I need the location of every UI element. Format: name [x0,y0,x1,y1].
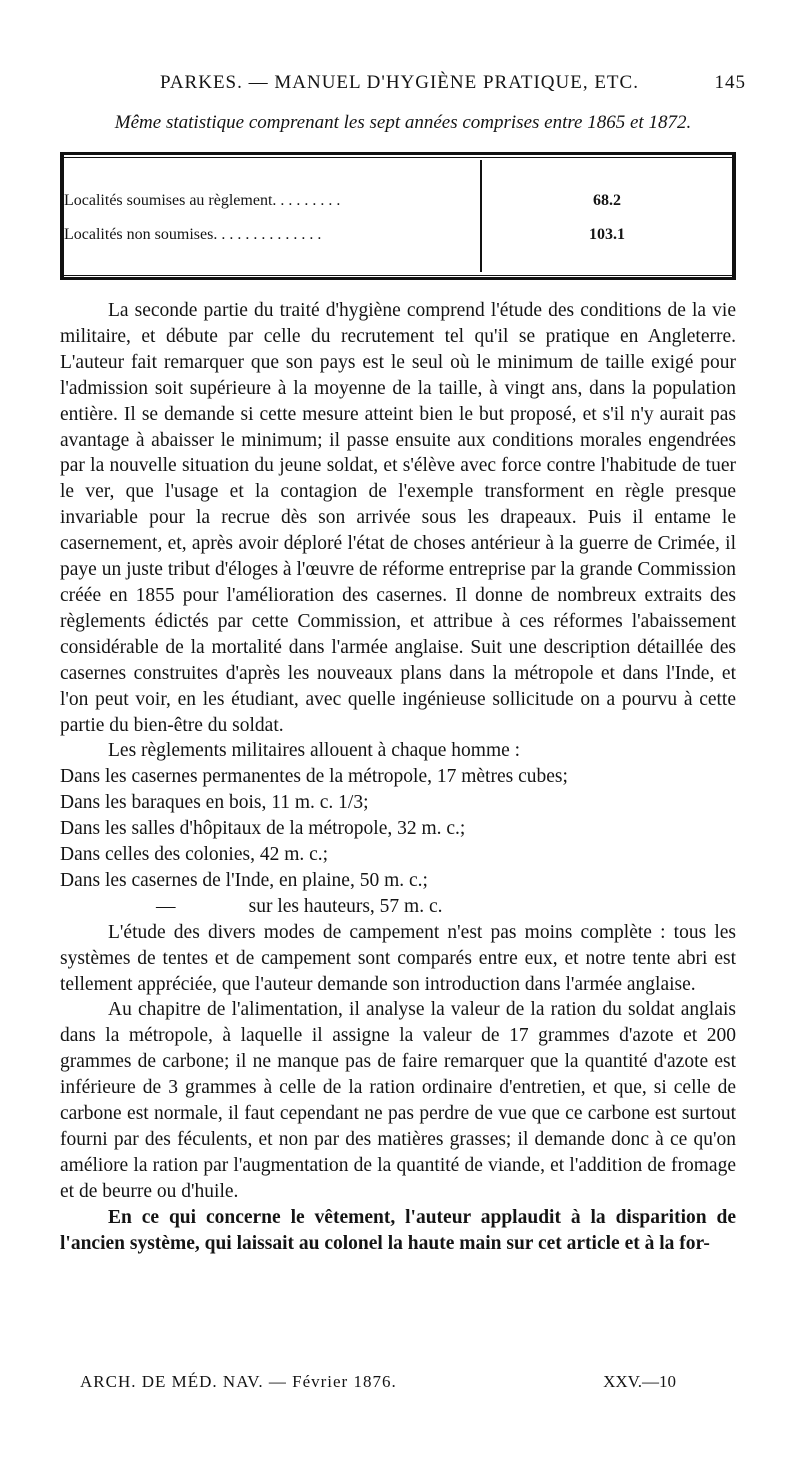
paragraph-recrutement: La seconde partie du traité d'hygiène comprend l'étude des conditions de la vie militaire, et débute par celle du recrutement tel qu'il se pratique en Angleterre. L'auteur fait remarquer que son pays est le seul où le minimum de taille exigé pour l'admission soit supérieure à la moyenne de la taille, à vingt ans, dans la population entière. Il se demande si cette mesure atteint bien le but proposé, et s'il n'y aurait pas avantage à abaisser le minimum; il passe ensuite aux conditions morales engendrées par la nouvelle situation du jeune soldat, et s'élève avec force contre l'habitude de tuer le ver, que l'usage et la contagion de l'exemple transforment en règle presque invariable pour la recrue dès son arrivée sous les drapeaux. Puis il entame le casernement, et, après avoir déploré l'état de choses antérieur à la guerre de Crimée, il paye un juste tribut d'éloges à l'œuvre de réforme entreprise par la grande Commission créée en 1855 pour l'amélioration des casernes. Il donne de nombreux extraits des règlements édictés par cette Commission, et attribue à ces réformes l'abaissement considérable de la mortalité dans l'armée anglaise. Suit une description détaillée des casernes construites d'après les nouveaux plans dans la métropole et dans l'Inde, et l'on peut voir, en les étudiant, avec quelle ingénieuse sollicitude on a pourvu à cette partie du bien-être du soldat. [60,300,736,736]
allocation-item: Dans les casernes permanentes de la métropole, 17 mètres cubes; [60,766,568,788]
row-label: Localités non soumises. . . . . . . . . . . . . . [64,226,322,243]
volume-signature: XXV.—10 [603,1372,676,1391]
allocation-item: Dans celles des colonies, 42 m. c.; [60,844,329,866]
body-text [60,298,736,1257]
allocation-item: Dans les salles d'hôpitaux de la métropole, 32 m. c.; [60,818,466,840]
row-value: 103.1 [589,226,625,243]
running-title: PARKES. — MANUEL D'HYGIÈNE PRATIQUE, ETC. [160,72,639,93]
table-rule [64,275,732,276]
row-value: 68.2 [593,192,621,209]
page-footer [60,1372,736,1396]
statistics-table [60,152,736,280]
page-number: 145 [714,72,746,93]
table-row [64,222,732,252]
paragraph-vetement: En ce qui concerne le vêtement, l'auteur applaudit à la disparition de l'ancien système, qui laissait au colonel la haute main sur cet article et à la for- [60,1206,736,1254]
running-head [60,72,746,96]
paragraph-allocations-intro: Les règlements militaires allouent à chaque homme : [108,740,521,762]
allocation-item: — sur les hauteurs, 57 m. c. [156,895,443,917]
allocation-item: Dans les casernes de l'Inde, en plaine, 50 m. c.; [60,869,428,891]
journal-reference: ARCH. DE MÉD. NAV. — Février 1876. [80,1372,397,1391]
table-rule [64,157,732,158]
table-rule [64,277,732,280]
allocation-item: Dans les baraques en bois, 11 m. c. 1/3; [60,792,369,814]
paragraph-campement: L'étude des divers modes de campement n'est pas moins complète : tous les systèmes de tentes et de campement sont comparés entre eux, et notre tente abri est tellement appréciée, que l'auteur demande son introduction dans l'armée anglaise. [60,921,736,995]
paragraph-alimentation: Au chapitre de l'alimentation, il analyse la valeur de la ration du soldat anglais dans la métropole, à laquelle il assigne la valeur de 17 grammes d'azote et 200 grammes de carbone; il ne manque pas de faire remarquer que la quantité d'azote est inférieure de 3 grammes à celle de la ration ordinaire d'entretien, et que, si celle de carbone est normale, il faut cependant ne pas perdre de vue que ce carbone est surtout fourni par des féculents, et non par des matières grasses; il demande donc à ce qu'on améliore la ration par l'augmentation de la quantité de viande, et l'addition de fromage et de beurre ou d'huile. [60,999,736,1202]
table-row [64,188,732,218]
table-caption: Même statistique comprenant les sept années comprises entre 1865 et 1872. [114,112,692,133]
row-label: Localités soumises au règlement. . . . . . . . . [64,192,341,209]
table-rule [64,152,732,155]
